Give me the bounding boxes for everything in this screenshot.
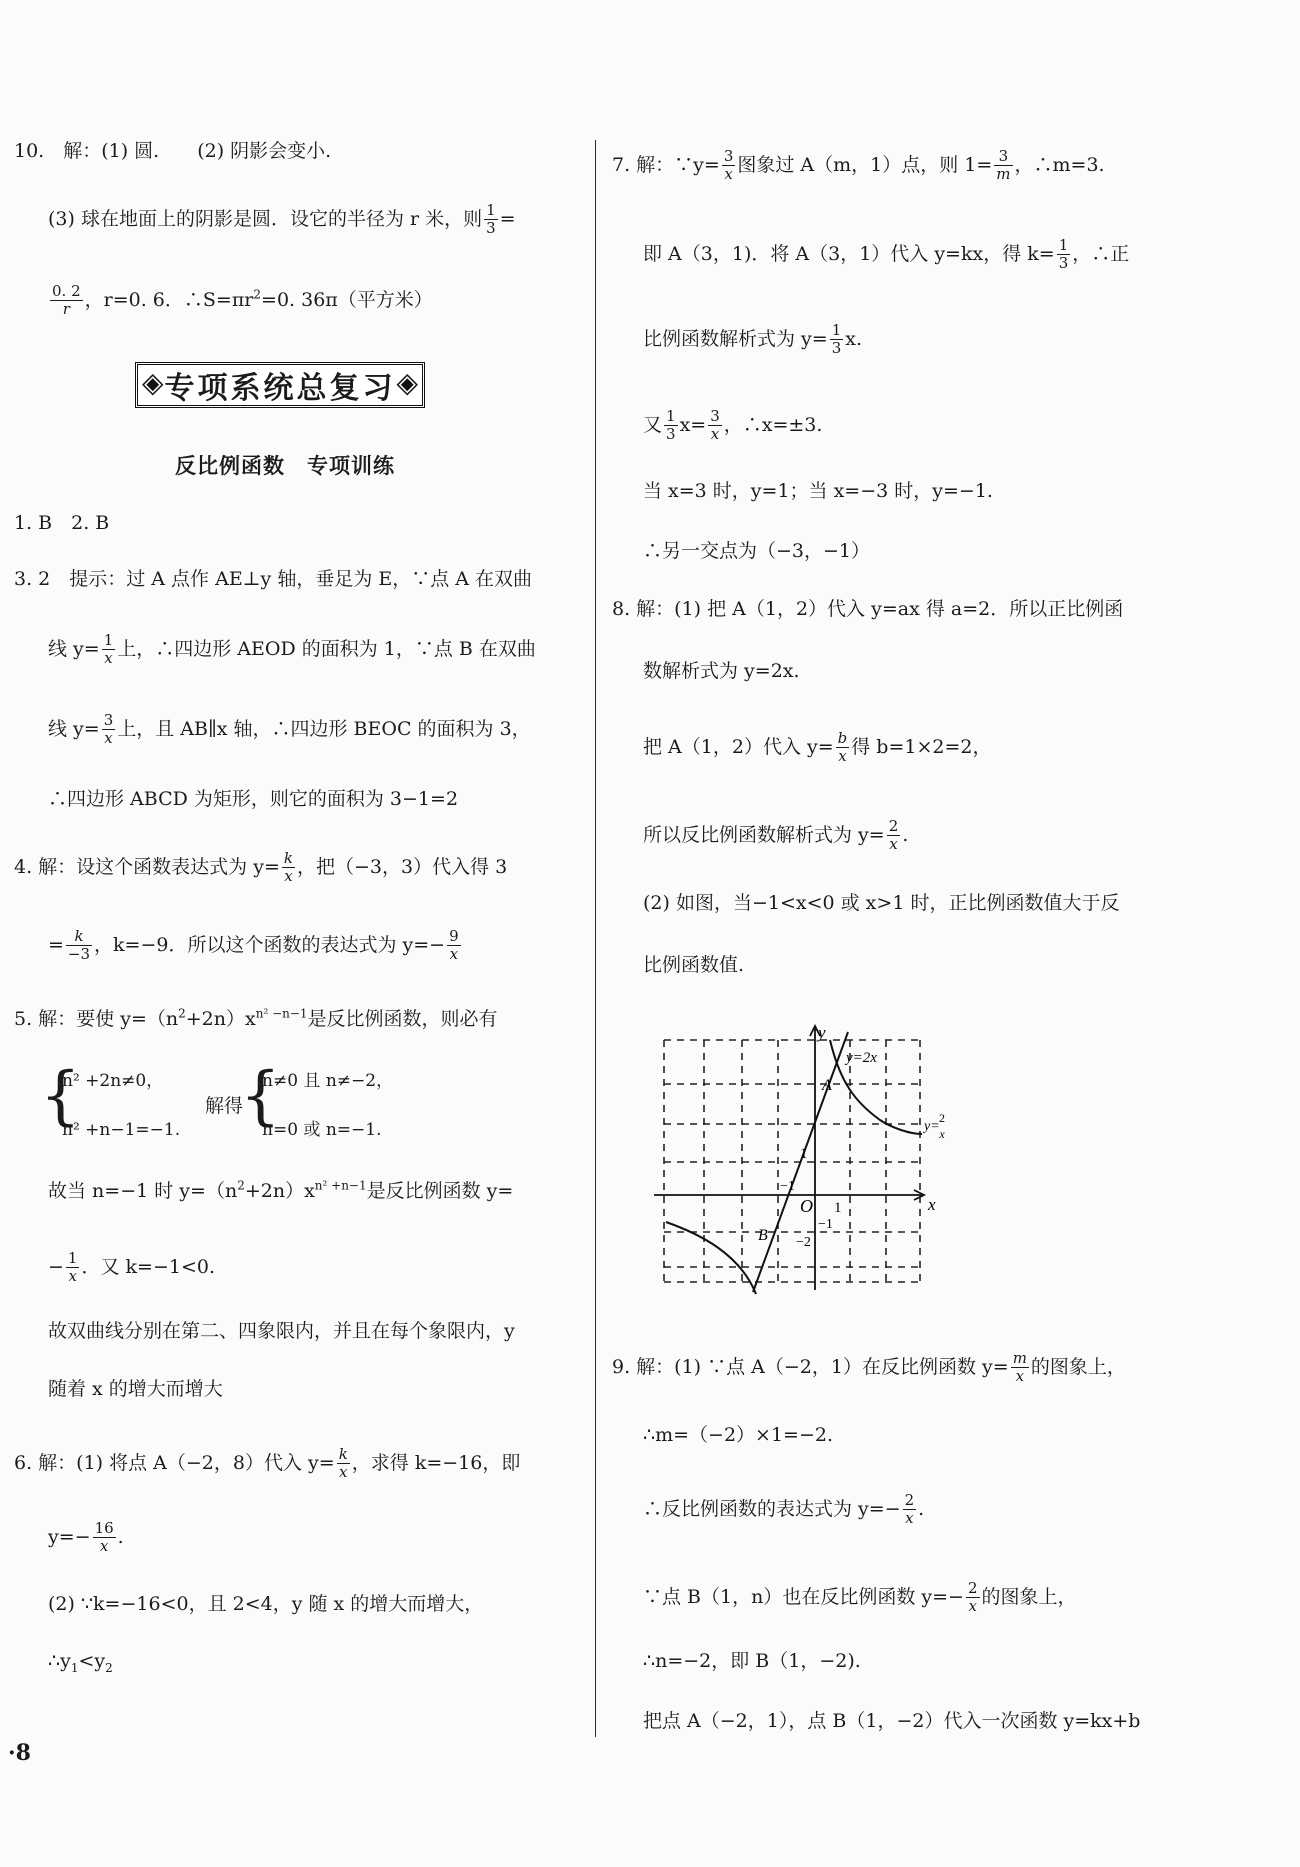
q7-line3: 比例函数解析式为 y= $\frac{1}{3}$ x.	[643, 321, 863, 358]
fraction: $\frac{2}{x}$	[967, 1579, 978, 1616]
q7-line2: 即 A（3，1)．将 A（3，1）代入 y=kx，得 k= $\frac{1}{3}$ ，∴正	[643, 236, 1130, 273]
q3-line1: 3. 2 提示：过 A 点作 AE⊥y 轴，垂足为 E，∵点 A 在双曲	[14, 568, 533, 590]
tick-y-minus-1: −1	[818, 1217, 833, 1232]
q6-line2: y=− $\frac{16}{x}$ .	[48, 1519, 124, 1556]
fraction: $\frac{1}{3}$	[831, 321, 842, 358]
q7-line6: ∴另一交点为（−3，−1）	[643, 540, 871, 562]
q8-line2: 数解析式为 y=2x.	[643, 660, 800, 682]
q10-line1: 10. 解：(1) 圆. (2) 阴影会变小.	[14, 140, 332, 162]
fraction: $\frac{9}{x}$	[449, 927, 459, 964]
fraction: $\frac{16}{x}$	[94, 1519, 114, 1556]
fraction: $\frac{m}{x}$	[1012, 1349, 1027, 1386]
tick-x-1: 1	[834, 1200, 842, 1216]
banner-title: 专项系统总复习	[164, 371, 396, 406]
q4-line2: = $\frac{k}{-3}$ ，k=−9．所以这个函数的表达式为 y=− $\frac{9}{x}$	[48, 927, 459, 964]
q9-line6: 把点 A（−2，1），点 B（1，−2）代入一次函数 y=kx+b	[643, 1710, 1141, 1732]
fraction: $\frac{3}{x}$	[723, 147, 734, 184]
q5-solve-label: 解得	[205, 1095, 244, 1117]
fraction: $\frac{k}{x}$	[283, 849, 293, 886]
q4-line1: 4. 解：设这个函数表达式为 y= $\frac{k}{x}$ ，把（−3，3）代入得 3	[14, 849, 508, 886]
column-divider	[595, 140, 596, 1737]
fraction: $\frac{1}{3}$	[1058, 236, 1069, 273]
q8-line4: 所以反比例函数解析式为 y= $\frac{2}{x}$ .	[643, 817, 909, 854]
fraction: $\frac{2}{x}$	[904, 1491, 915, 1528]
tick-x-minus-1: −1	[780, 1179, 795, 1194]
system-brace-left: {	[40, 1059, 81, 1133]
q8-line5: (2) 如图，当−1<x<0 或 x>1 时，正比例函数值大于反	[643, 892, 1120, 914]
q5-line4: 故当 n=−1 时 $y=(n^2+2n)x^{n^2 +n-1}$是反比例函数 y=	[48, 1178, 514, 1202]
q6-line1: 6. 解：(1) 将点 A（−2，8）代入 y= $\frac{k}{x}$ ，求得 k=−16，即	[14, 1445, 521, 1482]
tick-y-minus-2: −2	[796, 1235, 811, 1250]
q10-line3: $\frac{0. 2}{r}$ ，r=0. 6．$\therefore S=\pi r^2=0$. 36π（平方米）	[52, 282, 433, 319]
fraction: $\frac{1}{3}$	[486, 201, 496, 238]
q8-line1: 8. 解：(1) 把 A（1，2）代入 y=ax 得 a=2．所以正比例函	[612, 598, 1124, 620]
fraction: $\frac{3}{x}$	[710, 407, 720, 444]
q9-line4: ∵点 B（1，n）也在反比例函数 y=− $\frac{2}{x}$ 的图象上，	[643, 1579, 1077, 1616]
fraction: $\frac{1}{x}$	[67, 1249, 78, 1286]
fraction: $\frac{k}{x}$	[338, 1445, 348, 1482]
q7-line4: 又 $\frac{1}{3}$ x= $\frac{3}{x}$ ，∴x=±3.	[643, 407, 823, 444]
q9-line2: ∴m=（−2）×1=−2.	[643, 1424, 834, 1446]
hyperbola-label: y=	[924, 1119, 940, 1134]
fraction: $\frac{k}{-3}$	[67, 927, 91, 964]
tick-y-1: 1	[800, 1146, 808, 1162]
fraction: $\frac{b}{x}$	[837, 729, 848, 766]
banner-ornament-left-icon: ◈	[142, 366, 164, 399]
point-a-label: A	[822, 1077, 832, 1094]
q7-line5: 当 x=3 时，y=1；当 x=−3 时，y=−1.	[643, 480, 993, 502]
q5-line5: − $\frac{1}{x}$ ．又 k=−1<0.	[48, 1249, 215, 1286]
q3-line4: ∴四边形 ABCD 为矩形，则它的面积为 3−1=2	[48, 788, 459, 810]
q3-line2: 线 y= $\frac{1}{x}$ 上，∴四边形 AEOD 的面积为 1，∵点 B 在双曲	[48, 631, 536, 668]
q5-line6: 故双曲线分别在第二、四象限内，并且在每个象限内，y	[48, 1320, 515, 1342]
q5-line1: 5. 解：要使 $y=(n^2+2n)x^{n^2 -n-1}$是反比例函数，则必有	[14, 1006, 498, 1030]
q5-system1-eq1: n² +2n≠0，	[62, 1071, 164, 1091]
hyperbola-label-num: 2	[939, 1111, 945, 1125]
fraction: $\frac{3}{m}$	[996, 147, 1011, 184]
dashed-grid	[664, 1040, 920, 1284]
fraction: $\frac{1}{x}$	[103, 631, 114, 668]
fraction: $\frac{3}{x}$	[103, 711, 114, 748]
origin-label: O	[800, 1196, 813, 1216]
system-brace-right: {	[240, 1059, 281, 1133]
q6-line4: $\therefore y_1<y_2$	[48, 1650, 113, 1675]
q8-line6: 比例函数值.	[643, 954, 745, 976]
q5-line7: 随着 x 的增大而增大	[48, 1378, 223, 1400]
q8-line3: 把 A（1，2）代入 y= $\frac{b}{x}$ 得 b=1×2=2，	[643, 729, 992, 766]
hyperbola-branch-2	[666, 1222, 756, 1294]
section-banner	[135, 362, 425, 408]
banner-ornament-right-icon: ◈	[396, 366, 418, 399]
function-graph	[650, 1022, 945, 1292]
answers-1-2: 1. B 2. B	[14, 512, 110, 534]
q3-line3: 线 y= $\frac{3}{x}$ 上，且 AB∥x 轴，∴四边形 BEOC 的面积为 3，	[48, 711, 531, 748]
x-axis-label: x	[928, 1195, 936, 1214]
page-number: ·8	[8, 1740, 31, 1766]
hyperbola-label-den: x	[939, 1127, 945, 1141]
fraction: $\frac{2}{x}$	[888, 817, 899, 854]
q9-line1: 9. 解：(1) ∵点 A（−2，1）在反比例函数 y= $\frac{m}{x}$ 的图象上，	[612, 1349, 1126, 1386]
point-b-label: B	[758, 1227, 768, 1244]
fraction: $\frac{0. 2}{r}$	[52, 282, 81, 319]
q5-system2-eq1: n≠0 且 n≠−2，	[262, 1071, 394, 1091]
section-subtitle: 反比例函数 专项训练	[175, 454, 395, 478]
fraction: $\frac{1}{3}$	[666, 407, 676, 444]
q5-system2-eq2: n=0 或 n=−1.	[262, 1120, 382, 1140]
line-label: y=2x	[846, 1050, 877, 1066]
q6-line3: (2) ∵k=−16<0，且 2<4，y 随 x 的增大而增大，	[48, 1593, 484, 1615]
y-axis-label: y	[818, 1023, 826, 1042]
q7-line1: 7. 解：∵y= $\frac{3}{x}$ 图象过 A（m，1）点，则 1= $\frac{3}{m}$ ，∴m=3.	[612, 147, 1105, 184]
q9-line3: ∴反比例函数的表达式为 y=− $\frac{2}{x}$ .	[643, 1491, 925, 1528]
q10-line2: (3) 球在地面上的阴影是圆．设它的半径为 r 米，则 $\frac{1}{3}$ =	[48, 201, 516, 238]
q5-system1-eq2: n² +n−1=−1.	[62, 1120, 181, 1140]
q9-line5: ∴n=−2，即 B（1，−2).	[643, 1650, 861, 1672]
